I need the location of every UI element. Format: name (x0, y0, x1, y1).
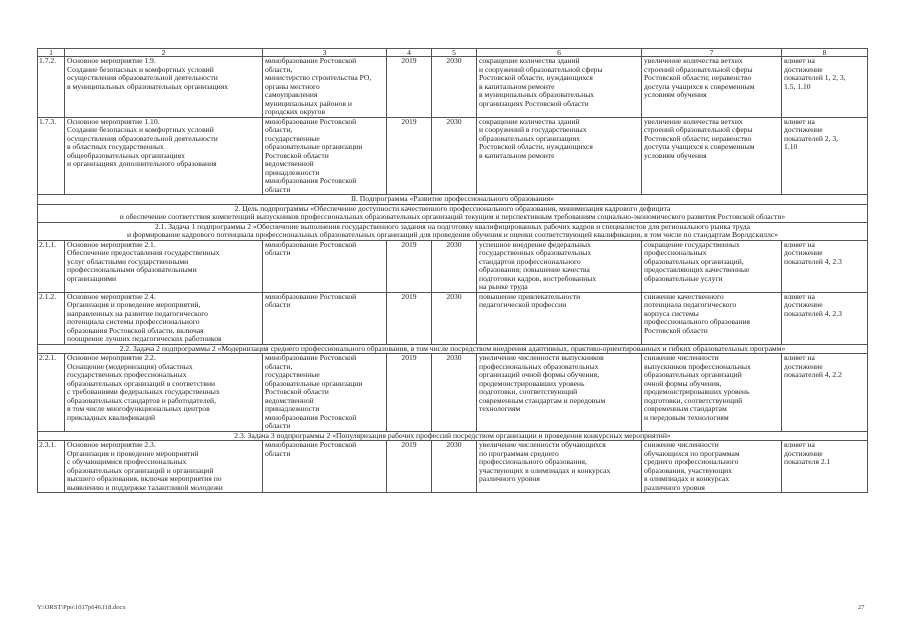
expected-result: сокращение количества зданий и сооружений образовательной сферы Ростовской области, нуждающихся в капитальном ремонте в муниципальных образовательных организациях Ростовской области (477, 57, 642, 118)
section-heading: 2.2. Задача 2 подпрограммы 2 «Модернизация среднего профессионального образования, в том числе посредством внедрения адаптивных, практико-ориентированных и гибких образовательных программ» (38, 344, 868, 354)
footer-file-path: Y:\ORST\Ppo\1017p646.f18.docx (37, 604, 126, 611)
expected-result: успешное внедрение федеральных государственных образовательных стандартов профессионального образования; повышение качества подготовки кадров, востребованных на рынке труда (477, 240, 642, 292)
end-year: 2030 (432, 240, 477, 292)
section-heading-row (38, 222, 868, 240)
non-implementation-consequence: сокращение государственных профессиональных образовательных организаций, предоставляющих качественные образовательные услуги (642, 240, 782, 292)
section-heading-row (38, 195, 868, 205)
expected-result: повышение привлекательности педагогической профессии (477, 292, 642, 344)
measure-title: Основное мероприятие 2.4. Организация и проведение мероприятий, направленных на развитие педагогического потенциала системы профессионального образования Ростовской области, включая поощрение лучших педагогических работников (65, 292, 263, 344)
non-implementation-consequence: снижение качественного потенциала педагогического корпуса системы профессионального образования Ростовской области (642, 292, 782, 344)
item-number: 2.1.1. (38, 240, 65, 292)
indicator-link: влияет на достижение показателей 2, 3, 1.10 (782, 117, 868, 195)
section-heading-row (38, 344, 868, 354)
table-row (38, 240, 868, 292)
executor: минобразование Ростовской области, государственные образовательные организации Ростовской области ведомственной принадлежности минобразования Ростовской области (263, 117, 387, 195)
table-row (38, 292, 868, 344)
start-year: 2019 (387, 354, 432, 432)
item-number: 1.7.3. (38, 117, 65, 195)
item-number: 1.7.2. (38, 57, 65, 118)
section-heading: 2.1. Задача 1 подпрограммы 2 «Обеспечение выполнения государственного задания на подготовку квалифицированных рабочих кадров и специалистов для регионального рынка труда и формирование кадрового потенциала профессиональных образовательных организаций для проведения обучения и оценки соответствующей квалификации, в том числе по стандартам Ворлдскиллс» (38, 222, 868, 240)
item-number: 2.1.2. (38, 292, 65, 344)
table-row (38, 441, 868, 493)
item-number: 2.2.1. (38, 354, 65, 432)
section-heading-row (38, 204, 868, 222)
start-year: 2019 (387, 117, 432, 195)
end-year: 2030 (432, 292, 477, 344)
measure-title: Основное мероприятие 2.2. Оснащение (модернизация) областных государственных профессиональных образовательных организаций в соответствии с требованиями федеральных государственных образовательных стандартов и работодателей, в том числе многофункциональных центров прикладных квалификаций (65, 354, 263, 432)
table-row (38, 117, 868, 195)
end-year: 2030 (432, 57, 477, 118)
table-row (38, 57, 868, 118)
executor: минобразование Ростовской области (263, 441, 387, 493)
start-year: 2019 (387, 57, 432, 118)
indicator-link: влияет на достижение показателей 1, 2, 3, 1.5, 1.10 (782, 57, 868, 118)
table-body (38, 49, 868, 493)
column-number: 2 (65, 49, 263, 57)
section-heading: 2. Цель подпрограммы «Обеспечение доступности качественного профессионального образования, минимизация кадрового дефицита и обеспечение соответствия компетенций выпускников профессиональных образовательных организаций текущим и перспективным требованиям социально-экономического развития Ростовской области» (38, 204, 868, 222)
indicator-link: влияет на достижение показателя 2.1 (782, 441, 868, 493)
measure-title: Основное мероприятие 2.1. Обеспечение предоставления государственных услуг областными государственными профессиональными образовательными организациями (65, 240, 263, 292)
expected-result: увеличение численности обучающихся по программам среднего профессионального образования, участвующих в олимпиадах и конкурсах различного уровня (477, 441, 642, 493)
item-number: 2.3.1. (38, 441, 65, 493)
measure-title: Основное мероприятие 1.10. Создание безопасных и комфортных условий осуществления образовательной деятельности в областных государственных общеобразовательных организациях и организациях дополнительного образования (65, 117, 263, 195)
column-number: 4 (387, 49, 432, 57)
column-number: 1 (38, 49, 65, 57)
section-heading: 2.3. Задача 3 подпрограммы 2 «Популяризация рабочих профессий посредством организации и проведения конкурсных мероприятий» (38, 431, 868, 441)
column-number: 6 (477, 49, 642, 57)
non-implementation-consequence: снижение численности выпускников профессиональных образовательных организаций очной формы обучения, продемонстрировавших уровень подготовки, соответствующий современным стандартам и передовым технологиям (642, 354, 782, 432)
end-year: 2030 (432, 441, 477, 493)
document-page (37, 48, 867, 493)
start-year: 2019 (387, 441, 432, 493)
non-implementation-consequence: снижение численности обучающихся по программам среднего профессионального образования, участвующих в олимпиадах и конкурсах различного уровня (642, 441, 782, 493)
start-year: 2019 (387, 292, 432, 344)
measures-table (37, 48, 868, 493)
expected-result: увеличение численности выпускников профессиональных образовательных организаций очной формы обучения, продемонстрировавших уровень подготовки, соответствующий современным стандартам и передовым технологиям (477, 354, 642, 432)
column-number: 7 (642, 49, 782, 57)
indicator-link: влияет на достижение показателей 4, 2.3 (782, 292, 868, 344)
measure-title: Основное мероприятие 2.3. Организация и проведение мероприятий с обучающимися профессиональных образовательных организаций и организаций высшего образования, включая мероприятия по выявлению и поддержке талантливой молодежи (65, 441, 263, 493)
measure-title: Основное мероприятие 1.9. Создание безопасных и комфортных условий осуществления образовательной деятельности в муниципальных образовательных организациях (65, 57, 263, 118)
non-implementation-consequence: увеличение количества ветхих строений образовательной сферы Ростовской области; неравенство доступа учащихся к современным условиям обучения (642, 57, 782, 118)
executor: минобразование Ростовской области (263, 240, 387, 292)
column-number: 8 (782, 49, 868, 57)
start-year: 2019 (387, 240, 432, 292)
expected-result: сокращение количества зданий и сооружений в государственных образовательных организациях Ростовской области, нуждающихся в капитальном ремонте (477, 117, 642, 195)
section-heading: II. Подпрограмма «Развитие профессионального образования» (38, 195, 868, 205)
column-number: 5 (432, 49, 477, 57)
executor: минобразование Ростовской области, государственные образовательные организации Ростовской области ведомственной принадлежности минобразования Ростовской области (263, 354, 387, 432)
column-number-row (38, 49, 868, 57)
footer-page-number: 27 (858, 604, 865, 611)
column-number: 3 (263, 49, 387, 57)
table-row (38, 354, 868, 432)
end-year: 2030 (432, 117, 477, 195)
executor: минобразование Ростовской области, министерство строительства РО, органы местного самоуправления муниципальных районов и городских округов (263, 57, 387, 118)
executor: минобразование Ростовской области (263, 292, 387, 344)
indicator-link: влияет на достижение показателей 4, 2.3 (782, 240, 868, 292)
non-implementation-consequence: увеличение количества ветхих строений образовательной сферы Ростовской области; неравенство доступа учащихся к современным условиям обучения (642, 117, 782, 195)
section-heading-row (38, 431, 868, 441)
end-year: 2030 (432, 354, 477, 432)
indicator-link: влияет на достижение показателей 4, 2.2 (782, 354, 868, 432)
